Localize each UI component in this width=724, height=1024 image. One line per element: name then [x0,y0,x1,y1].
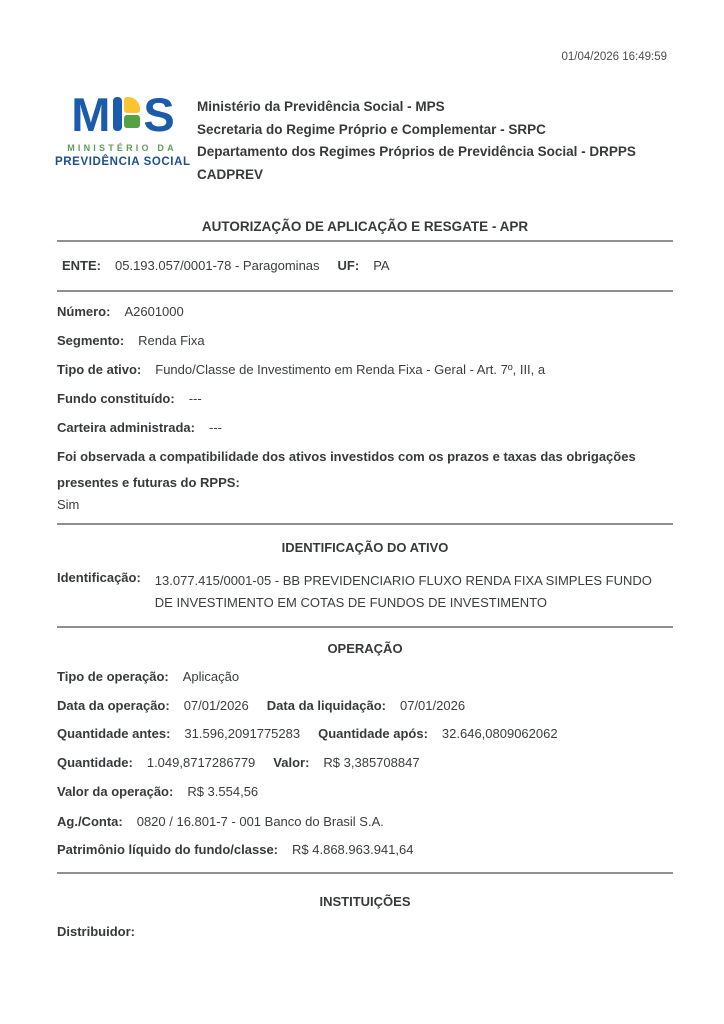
patrimonio-value: R$ 4.868.963.941,64 [292,842,414,857]
org-line-drpps: Departamento dos Regimes Próprios de Previdência Social - DRPPS [197,144,636,159]
field-valor-operacao [57,784,258,799]
field-carteira-administrada [57,420,222,435]
mps-logo [55,88,191,168]
instituicoes-heading: INSTITUIÇÕES [319,894,411,909]
logo-letter-m: M [71,88,109,141]
segmento-label: Segmento: [57,333,125,348]
org-header [197,96,636,186]
identificacao-value: 13.077.415/0001-05 - BB PREVIDENCIARIO FLUXO RENDA FIXA SIMPLES FUNDO DE INVESTIMENTO EM COTAS DE FUNDOS DE INVESTIMENTO [154,573,652,610]
valor-value: R$ 3,385708847 [323,755,420,770]
valor-operacao-value: R$ 3.554,56 [187,784,259,799]
document-title: AUTORIZAÇÃO DE APLICAÇÃO E RESGATE - APR [201,219,529,234]
ag-conta-value: 0820 / 16.801-7 - 001 Banco do Brasil S.A. [136,814,384,829]
compatibilidade-question: Foi observada a compatibilidade dos ativos investidos com os prazos e taxas das obrigações presentes e futuras do RPPS: [57,449,636,490]
divider [57,872,673,874]
data-liquidacao-value: 07/01/2026 [399,698,466,713]
field-segmento [57,333,205,348]
logo-letter-p-glyph [113,97,141,131]
org-line-cadprev: CADPREV [197,166,264,182]
logo-ministerio-label: MINISTÉRIO DA [67,143,177,153]
quantidade-value: 1.049,8717286779 [146,755,256,770]
tipo-operacao-value: Aplicação [182,669,240,684]
logo-previdencia-label: PREVIDÊNCIA SOCIAL [55,156,191,168]
quantidade-apos-label: Quantidade após: [318,726,428,741]
uf-label: UF: [337,258,360,273]
distribuidor-label: Distribuidor: [57,924,135,939]
divider [57,626,673,628]
numero-value: A2601000 [124,304,184,319]
valor-label: Valor: [273,755,310,770]
field-fundo-constituido [57,391,202,406]
patrimonio-label: Patrimônio líquido do fundo/classe: [57,842,279,857]
carteira-administrada-value: --- [209,420,222,435]
divider [57,240,673,242]
identificacao-heading: IDENTIFICAÇÃO DO ATIVO [281,540,449,555]
compatibilidade-answer: Sim [57,497,80,512]
segmento-value: Renda Fixa [138,333,205,348]
logo-letter-s: S [143,88,173,141]
tipo-ativo-value: Fundo/Classe de Investimento em Renda Fixa - Geral - Art. 7º, III, a [155,362,546,377]
field-patrimonio [57,842,413,857]
logo-p-stem-shape [113,97,122,131]
field-numero [57,304,184,319]
fundo-constituido-value: --- [188,391,202,406]
logo-p-yellow-shape [124,97,140,113]
field-tipo-operacao [57,669,239,684]
ente-value: 05.193.057/0001-78 - Paragominas [115,258,320,273]
carteira-administrada-label: Carteira administrada: [57,420,195,435]
ente-row [62,258,390,273]
field-datas [57,698,465,713]
identificacao-label: Identificação: [57,570,141,585]
data-liquidacao-label: Data da liquidação: [266,698,386,713]
quantidade-antes-value: 31.596,2091775283 [184,726,301,741]
divider [57,523,673,525]
tipo-ativo-label: Tipo de ativo: [57,362,142,377]
field-identificacao [57,570,671,614]
operacao-heading: OPERAÇÃO [327,641,403,656]
org-line-mps: Ministério da Previdência Social - MPS [197,99,445,114]
org-line-srpc: Secretaria do Regime Próprio e Complementar - SRPC [197,121,546,137]
mps-logo-acronym [55,88,189,141]
tipo-operacao-label: Tipo de operação: [57,669,169,684]
quantidade-label: Quantidade: [57,755,133,770]
data-operacao-label: Data da operação: [57,698,170,713]
ente-label: ENTE: [62,258,101,273]
print-timestamp: 01/04/2026 16:49:59 [561,51,667,63]
field-quantidade-valor [57,755,420,770]
field-tipo-ativo [57,362,545,377]
field-quantidades [57,726,558,741]
field-ag-conta [57,814,384,829]
divider [57,290,673,292]
ag-conta-label: Ag./Conta: [57,814,123,829]
field-distribuidor [57,924,135,939]
valor-operacao-label: Valor da operação: [57,784,174,799]
fundo-constituido-label: Fundo constituído: [57,391,175,406]
uf-value: PA [373,258,390,273]
quantidade-antes-label: Quantidade antes: [57,726,171,741]
numero-label: Número: [57,304,111,319]
quantidade-apos-value: 32.646,0809062062 [441,726,558,741]
data-operacao-value: 07/01/2026 [183,698,249,713]
logo-p-green-shape [124,115,140,128]
